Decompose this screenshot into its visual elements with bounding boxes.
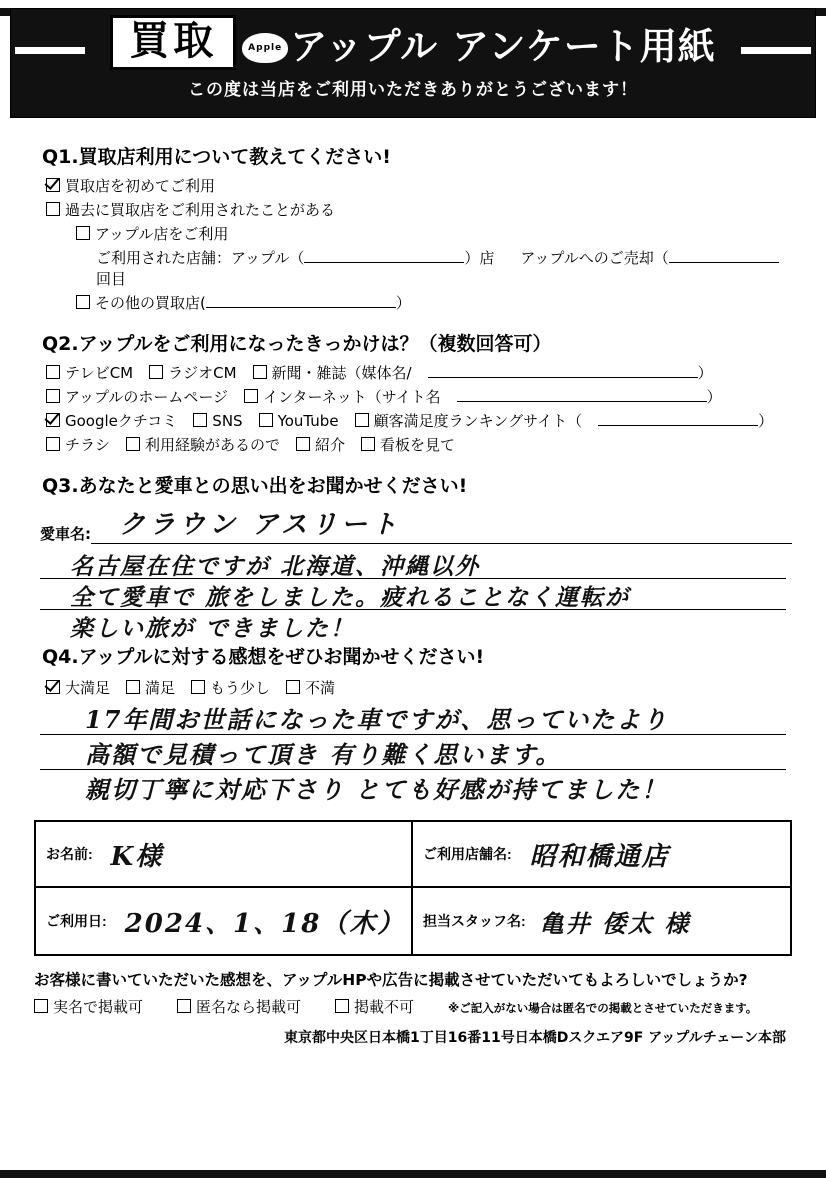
checkbox-icon[interactable]: [46, 178, 60, 192]
checkbox-icon[interactable]: [149, 365, 163, 379]
q2-option-radio-label: ラジオCM: [168, 364, 237, 382]
q4-option-satisfied-label: 満足: [145, 679, 176, 697]
q4-answer-area[interactable]: [40, 700, 786, 804]
q1-sell-count-unit: 回目: [96, 270, 127, 288]
checkbox-icon[interactable]: [296, 437, 310, 451]
q2-option-youtube[interactable]: [259, 412, 339, 430]
staff-label: 担当スタッフ名:: [423, 913, 526, 929]
staff-cell[interactable]: [413, 888, 790, 954]
q2-option-press[interactable]: [253, 362, 412, 383]
q2-option-referral-label: 紹介: [315, 436, 346, 454]
q4-option-dissatisfied-label: 不満: [305, 679, 336, 697]
checkbox-icon[interactable]: [46, 365, 60, 379]
q1-option-4[interactable]: [76, 292, 792, 313]
shop-label: ご利用店舗名:: [423, 846, 512, 862]
q4-answer-line-1: 17年間お世話になった車ですが、思っていたより: [40, 700, 786, 735]
q2-option-tv[interactable]: [46, 362, 133, 383]
q1-shop-line: [96, 247, 792, 289]
q2-option-signboard[interactable]: [361, 434, 455, 455]
shop-cell[interactable]: [413, 822, 790, 888]
q4-option-very-satisfied[interactable]: [46, 677, 110, 698]
checkbox-icon[interactable]: [286, 680, 300, 694]
q2-option-flyer-label: チラシ: [65, 436, 111, 454]
q2-ranking-close: ）: [758, 412, 774, 430]
q2-press-close: ）: [697, 364, 713, 382]
apple-logo-icon: Apple: [242, 33, 288, 63]
checkbox-icon[interactable]: [76, 295, 90, 309]
q4-option-a-bit-more[interactable]: [191, 677, 270, 698]
q3-car-value[interactable]: クラウン アスリート: [91, 504, 792, 544]
q1-sell-count-input[interactable]: [669, 248, 779, 263]
q2-row-3: [46, 410, 792, 431]
survey-sheet: [0, 8, 826, 1178]
q2-internet-close: ）: [706, 388, 722, 406]
consent-option-no-publish-label: 掲載不可: [354, 998, 415, 1016]
q2-option-tv-label: テレビCM: [65, 364, 134, 382]
q2-option-sns-label: SNS: [212, 412, 243, 430]
q2-option-ranking-label: 顧客満足度ランキングサイト（: [373, 412, 583, 430]
q3-answer-line-1: 名古屋在住ですが 北海道、沖縄以外: [40, 548, 786, 579]
q3-answer-line-2: 全て愛車で 旅をしました。疲れることなく運転が: [40, 579, 786, 610]
q2-option-youtube-label: YouTube: [277, 412, 339, 430]
consent-option-anonymous[interactable]: [177, 996, 301, 1017]
q1-shop-input[interactable]: [304, 248, 464, 263]
q2-internet-input[interactable]: [457, 387, 707, 402]
q2-option-homepage-label: アップルのホームページ: [65, 388, 229, 406]
header-subtitle: この度は当店をご利用いただきありがとうございます！: [188, 80, 638, 100]
shop-value: 昭和橋通店: [529, 841, 670, 872]
header-badge: 買取: [110, 15, 236, 70]
q2-row-2: [46, 386, 792, 407]
q1-sell-count-label: アップルへのご売却（: [520, 249, 669, 267]
q4-satisfaction-row: [46, 677, 792, 698]
q3-answer-area[interactable]: [40, 548, 786, 640]
consent-options: [34, 996, 792, 1017]
name-label: お名前:: [46, 846, 93, 862]
q4-answer-line-2: 高額で見積って頂き 有り難く思います。: [40, 735, 786, 770]
q2-option-experience[interactable]: [126, 434, 280, 455]
q1-other-close: ）: [395, 294, 411, 312]
checkbox-icon[interactable]: [126, 437, 140, 451]
q2-title: Q2.アップルをご利用になったきっかけは？（複数回答可）: [42, 333, 552, 355]
consent-question: お客様に書いていただいた感想を、アップルHPや広告に掲載させていただいてもよろしいでしょうか?: [34, 971, 748, 989]
checkbox-icon[interactable]: [177, 999, 191, 1013]
checkbox-icon[interactable]: [244, 389, 258, 403]
q2-option-google-label: Googleクチコミ: [65, 412, 178, 430]
consent-option-no-publish[interactable]: [335, 996, 414, 1017]
name-cell[interactable]: [36, 822, 413, 888]
q4-option-dissatisfied[interactable]: [286, 677, 335, 698]
q2-option-experience-label: 利用経験があるので: [145, 436, 281, 454]
q1-option-4-label: その他の買取店(: [95, 294, 206, 312]
checkbox-icon[interactable]: [361, 437, 375, 451]
q2-option-signboard-label: 看板を見て: [380, 436, 456, 454]
q2-option-homepage[interactable]: [46, 386, 228, 407]
staff-value: 亀井 倭太 様: [539, 908, 691, 938]
checkbox-icon[interactable]: [46, 202, 60, 216]
footer-consent: [34, 968, 792, 1047]
q1-option-2-label: 過去に買取店をご利用されたことがある: [65, 201, 336, 219]
q2-press-input[interactable]: [428, 363, 698, 378]
date-cell[interactable]: [36, 888, 413, 954]
q3-answer-line-3: 楽しい旅が できました！: [70, 615, 356, 640]
company-address: 東京都中央区日本橋1丁目16番11号日本橋Dスクエア9F アップルチェーン本部: [284, 1030, 786, 1046]
q4-title: Q4.アップルに対する感想をぜひお聞かせください!: [42, 646, 485, 668]
checkbox-icon[interactable]: [193, 413, 207, 427]
customer-info-table: [34, 820, 792, 956]
header-title: Apple アップル アンケート用紙: [242, 16, 716, 70]
checkbox-icon[interactable]: [46, 389, 60, 403]
checkbox-icon[interactable]: [46, 437, 60, 451]
q1-option-3[interactable]: [76, 223, 792, 244]
q1-option-1[interactable]: [46, 175, 792, 196]
q3-car-row: [40, 504, 792, 544]
checkbox-icon[interactable]: [259, 413, 273, 427]
q2-option-google[interactable]: [46, 410, 177, 431]
q2-option-referral[interactable]: [296, 434, 345, 455]
checkbox-icon[interactable]: [253, 365, 267, 379]
q2-option-sns[interactable]: [193, 412, 242, 430]
checkbox-icon[interactable]: [126, 680, 140, 694]
q1-option-3-label: アップル店をご利用: [95, 225, 229, 243]
q2-option-internet[interactable]: [244, 386, 441, 407]
q2-option-flyer[interactable]: [46, 434, 110, 455]
q4-answer-line-3: 親切丁寧に対応下さり とても好感が持てました！: [85, 775, 668, 804]
consent-option-real-name-label: 実名で掲載可: [53, 998, 144, 1016]
consent-note: ※ご記入がない場合は匿名での掲載とさせていただきます。: [448, 1001, 758, 1015]
checkbox-icon[interactable]: [76, 226, 90, 240]
q2-ranking-input[interactable]: [598, 411, 758, 426]
q2-option-press-label: 新聞・雑誌（媒体名/: [271, 364, 412, 382]
checkbox-icon[interactable]: [191, 680, 205, 694]
q1-option-2[interactable]: [46, 199, 792, 220]
page-edge-bottom: [0, 1170, 826, 1178]
q1-shop-mid: ）店: [464, 249, 495, 267]
q2-row-4: [46, 434, 792, 455]
checkbox-icon[interactable]: [46, 413, 60, 427]
consent-option-anonymous-label: 匿名なら掲載可: [196, 998, 302, 1016]
q1-other-input[interactable]: [206, 293, 396, 308]
checkbox-icon[interactable]: [335, 999, 349, 1013]
q4-option-very-satisfied-label: 大満足: [65, 679, 111, 697]
q1-option-1-label: 買取店を初めてご利用: [65, 177, 216, 195]
date-value: 2024、1、18（木）: [124, 908, 406, 939]
q4-option-a-bit-more-label: もう少し: [210, 679, 271, 697]
q2-option-internet-label: インターネット（サイト名: [263, 388, 441, 406]
date-label: ご利用日:: [46, 913, 107, 929]
checkbox-icon[interactable]: [355, 413, 369, 427]
consent-option-real-name[interactable]: [34, 996, 143, 1017]
header-banner: [10, 8, 816, 118]
q4-option-satisfied[interactable]: [126, 677, 175, 698]
name-value: K様: [110, 841, 164, 872]
checkbox-icon[interactable]: [34, 999, 48, 1013]
q2-row-1: [46, 362, 792, 383]
q2-option-radio[interactable]: [149, 362, 236, 383]
q2-option-ranking[interactable]: [355, 410, 583, 431]
q3-title: Q3.あなたと愛車との思い出をお聞かせください!: [42, 475, 468, 497]
q1-title: Q1.買取店利用について教えてください!: [42, 146, 391, 168]
q3-car-label: 愛車名:: [40, 525, 91, 543]
checkbox-icon[interactable]: [46, 680, 60, 694]
q1-shop-prefix: ご利用された店舗：アップル（: [96, 249, 305, 267]
